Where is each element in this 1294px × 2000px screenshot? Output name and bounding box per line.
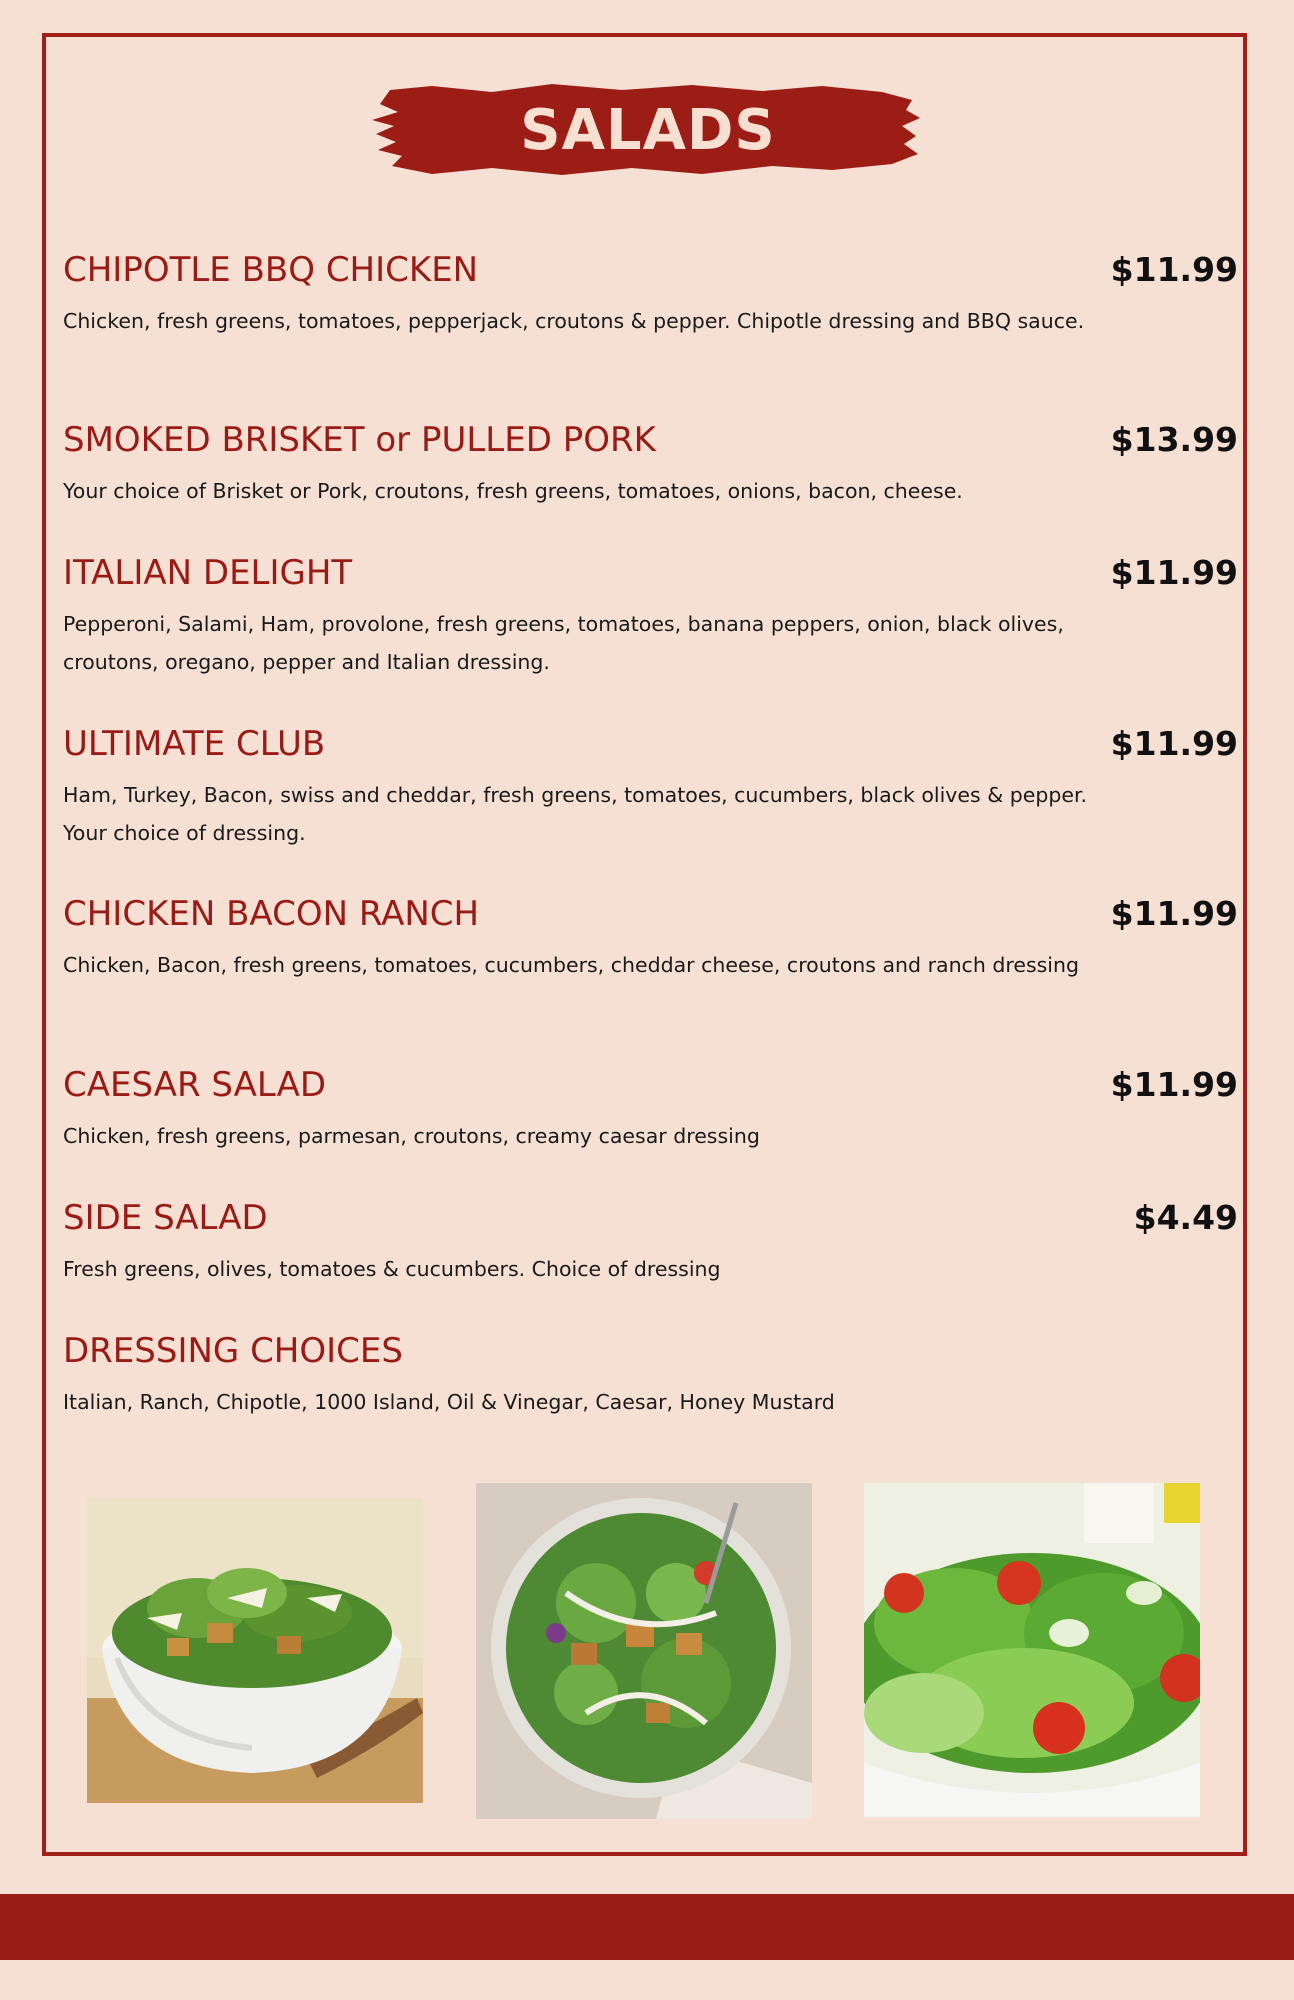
item-name: ITALIAN DELIGHT [63,553,353,593]
item-description: Fresh greens, olives, tomatoes & cucumbers. Choice of dressing [63,1257,721,1281]
page-title: SALADS [520,97,776,163]
item-price: $11.99 [1110,894,1238,933]
item-price: $11.99 [1110,250,1238,289]
item-price: $11.99 [1110,1065,1238,1104]
item-description: Chicken, Bacon, fresh greens, tomatoes, cucumbers, cheddar cheese, croutons and ranch dressing [63,953,1080,977]
item-name: ULTIMATE CLUB [63,724,326,764]
side-salad-photo [864,1483,1200,1817]
item-price: $11.99 [1110,724,1238,763]
item-description: Pepperoni, Salami, Ham, provolone, fresh greens, tomatoes, banana peppers, onion, black olives, croutons, oregano, pepper and Italian dressing. [63,612,1064,674]
item-description: Chicken, fresh greens, tomatoes, pepperjack, croutons & pepper. Chipotle dressing and BBQ sauce. [63,309,1085,333]
item-description: Your choice of Brisket or Pork, croutons, fresh greens, tomatoes, onions, bacon, cheese. [63,479,963,503]
item-price: $13.99 [1110,420,1238,459]
item-name: CHICKEN BACON RANCH [63,894,480,934]
item-name: SIDE SALAD [63,1198,268,1238]
footer-bar [0,1894,1294,1960]
item-price: $11.99 [1110,553,1238,592]
dressing-heading: DRESSING CHOICES [63,1331,403,1371]
item-name: CAESAR SALAD [63,1065,327,1105]
item-price: $4.49 [1133,1198,1238,1237]
item-description: Chicken, fresh greens, parmesan, croutons, creamy caesar dressing [63,1124,760,1148]
title-banner [372,80,924,180]
item-description: Ham, Turkey, Bacon, swiss and cheddar, fresh greens, tomatoes, cucumbers, black olives & pepper. Your choice of dressing. [63,783,1088,845]
item-name: CHIPOTLE BBQ CHICKEN [63,250,479,290]
chicken-salad-photo [476,1483,812,1819]
item-name: SMOKED BRISKET or PULLED PORK [63,420,656,460]
dressing-list: Italian, Ranch, Chipotle, 1000 Island, Oil & Vinegar, Caesar, Honey Mustard [63,1390,835,1414]
caesar-salad-photo [87,1498,423,1803]
